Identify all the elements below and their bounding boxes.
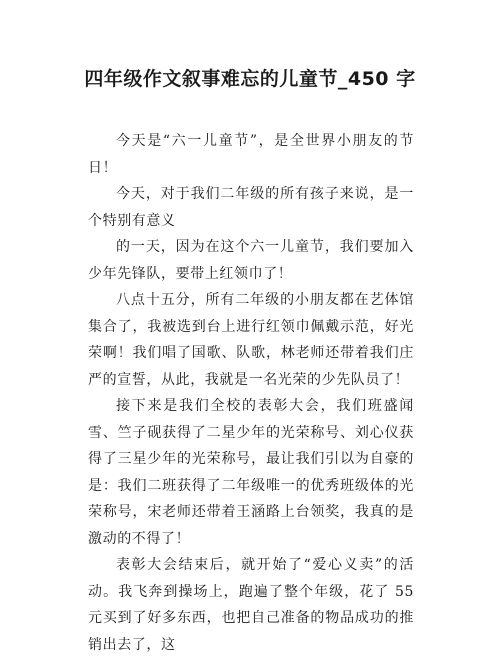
paragraph: 今天是“六一儿童节”，是全世界小朋友的节日！ [88,133,414,176]
paragraph: 的一天，因为在这个六一儿童节，我们要加入少年先锋队，要带上红领巾了！ [88,239,414,282]
paragraph: 表彰大会结束后，就开始了“爱心义卖”的活动。我飞奔到操场上，跑遍了整个年级，花了 55 元买到了好多东西，也把自己准备的物品成功的推销出去了，这 [88,557,414,653]
document-body [88,128,414,658]
paragraph: 接下来是我们全校的表彰大会，我们班盛闻雪、竺子砚获得了二星少年的光荣称号、刘心仪获得了三星少年的光荣称号，最让我们引以为自豪的是：我们二班获得了二年级唯一的优秀班级体的光荣称号，宋老师还带着王涵路上台领奖，我真的是激动的不得了！ [88,398,414,547]
paragraph: 今天，对于我们二年级的所有孩子来说，是一个特别有意义 [88,186,414,229]
paragraph: 八点十五分，所有二年级的小朋友都在艺体馆集合了，我被选到台上进行红领巾佩戴示范，好光荣啊！我们唱了国歌、队歌，林老师还带着我们庄严的宣誓，从此，我就是一名光荣的少先队员了！ [88,292,414,388]
document-title: 四年级作文叙事难忘的儿童节_450 字 [84,68,416,90]
